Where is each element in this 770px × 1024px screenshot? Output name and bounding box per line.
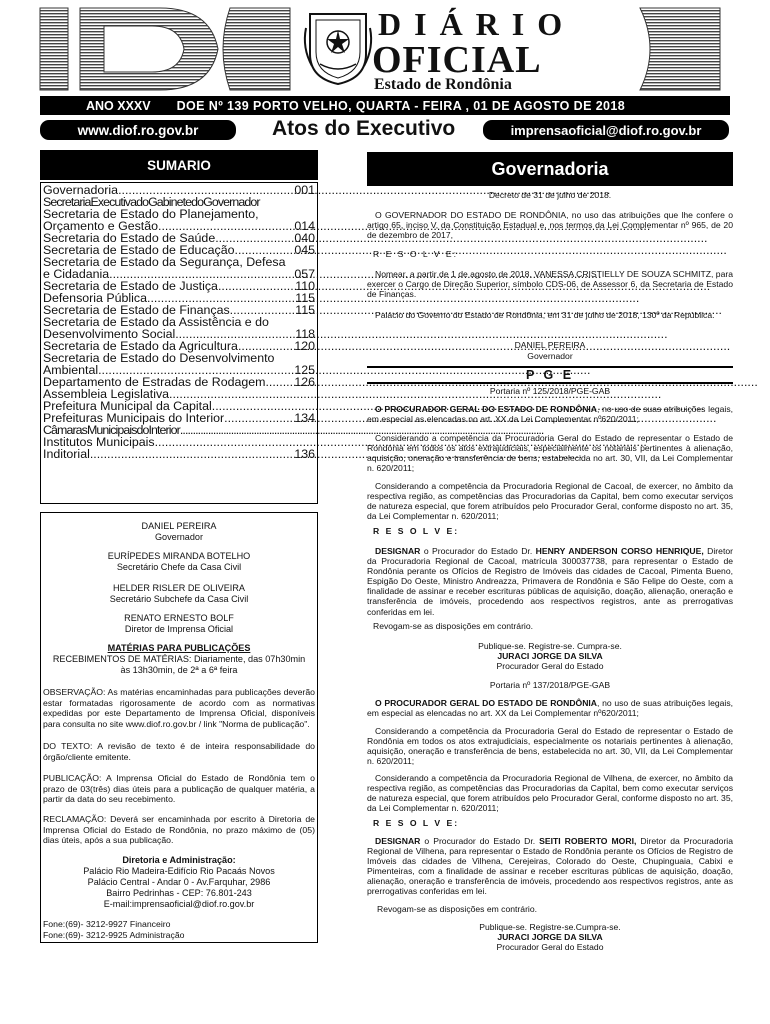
toc-page-number: 125: [294, 363, 315, 377]
section-bar: [40, 117, 730, 143]
toc-entry-label: Secretaria do Estado de Saúde: [43, 231, 216, 245]
toc-entry-label: Secretaria de Estado da Assistência e do: [43, 315, 269, 329]
portaria-125-resolve: R E S O L V E:: [373, 526, 460, 536]
toc-page-number: 110: [295, 279, 315, 293]
toc-entry-label: Secretaria de Estado de Finanças: [43, 303, 230, 317]
credit-name: RENATO ERNESTO BOLF: [124, 613, 234, 623]
portaria-137-considerando-2: Considerando a competência da Procuradoria Regional de Vilhena, de exercer, no âmbito da respectiva região, as competências das Procuradorias da Capital, bem como executar serviços de natureza especial, que forem atribuídos pelo Procurador Geral, conforme disposto no art. 35, da Lei Complementar n. 620/2011;: [367, 773, 733, 814]
publicacao-text: PUBLICAÇÃO: A Imprensa Oficial do Estado de Rondônia tem o prazo de 03(três) dias úteis para a publicação de qualquer matéria, a partir da data do seu recebimento.: [43, 773, 315, 805]
website-link[interactable]: www.diof.ro.gov.br: [40, 120, 236, 140]
toc-page-number: 014: [294, 219, 315, 233]
fone-financeiro: Fone:(69)- 3212-9927 Financeiro: [43, 919, 171, 929]
state-seal-icon: [302, 8, 374, 86]
designar-name: SEITI ROBERTO MORI,: [539, 836, 637, 846]
credit-role: Governador: [154, 532, 204, 542]
portaria-125-title: Portaria nº 125/2018/PGE-GAB: [489, 386, 611, 396]
credit-governador: [41, 521, 317, 543]
designar-label: DESIGNAR: [375, 546, 421, 556]
portaria-125-lead-bold: O PROCURADOR GERAL DO ESTADO DE RONDÔNIA: [375, 404, 598, 414]
recebimento-line-1: RECEBIMENTOS DE MATÉRIAS: Diariamente, das 07h30min: [52, 654, 306, 664]
portaria-125-lead: [367, 404, 733, 424]
designar-name: HENRY ANDERSON CORSO HENRIQUE,: [535, 546, 704, 556]
pge-header: P G E: [367, 366, 733, 384]
toc-entry-label: Desenvolvimento Social: [43, 327, 176, 341]
credit-role: Diretor de Imprensa Oficial: [124, 624, 234, 634]
designar-mid: o Procurador do Estado Dr.: [420, 546, 536, 556]
credit-name: DANIEL PEREIRA: [141, 521, 217, 531]
fone-administracao: Fone:(69)- 3212-9925 Administração: [43, 930, 185, 940]
toc-entry-label: Assembleia Legislativa: [43, 387, 170, 401]
toc-entry-label: Defensoria Pública: [43, 291, 148, 305]
portaria-125-revogam: Revogam-se as disposições em contrário.: [373, 621, 534, 631]
toc-entry-label: SecretariaExecutivadoGabinetedoGovernador: [43, 195, 260, 209]
toc-entry-label: Institutos Municipais: [43, 435, 155, 449]
toc-entry-label: Prefeituras Municipais do Interior: [43, 411, 225, 425]
toc-page-number: 040: [294, 231, 315, 245]
designar-rest: Diretor da Procuradoria Regional de Cacoal, matrícula 300037738, para representar o Estado de Rondônia perante os Ofícios de Registro de Imóveis das cidades de Cacoal, Pimenta Bueno, Espigão Do Oeste, Ministro Andreazza, Primavera de Rondônia e São Felipe do Oeste, com a finalidade de assinar e receber escrituras públicas de aquisição, doação, alienação, oneração e transferência de imóveis, procedendo aos respectivos registros, ante as prerrogativas conferidas em lei.: [367, 546, 733, 617]
toc-entry[interactable]: [43, 448, 315, 460]
credit-name: EURÍPEDES MIRANDA BOTELHO: [107, 551, 251, 561]
toc-page-number: 134: [294, 411, 315, 425]
masthead-estado: Estado de Rondônia: [374, 76, 512, 93]
reclamacao-text: RECLAMAÇÃO: Deverá ser encaminhada por escrito à Diretoria de Imprensa Oficial do Estado de Rondônia, no prazo máximo de (05) dias úteis, após a sua publicação.: [43, 814, 315, 846]
governadoria-paragraph-1: O GOVERNADOR DO ESTADO DE RONDÔNIA, no uso das atribuições que lhe confere o artigo 65, inciso V, da Constituição Estadual e, nos termos da Lei Complementar nº 965, de 20 de dezembro de 2017,: [367, 210, 733, 241]
credit-role: Secretário Subchefe da Casa Civil: [109, 594, 249, 604]
sumario-header: SUMARIO: [40, 150, 318, 180]
credit-casa-civil-subchefe: [41, 583, 317, 605]
masthead: [40, 4, 730, 96]
portaria-125-signature-role: Procurador Geral do Estado: [496, 661, 604, 671]
toc-entry-label: Governadoria: [43, 183, 119, 197]
recebimento-line-2: às 13h30min, de 2ª a 6ª feira: [120, 665, 238, 675]
portaria-125-signature-name: JURACI JORGE DA SILVA: [497, 651, 603, 661]
toc-entry-label: Secretaria de Estado da Segurança, Defesa: [43, 255, 286, 269]
do-texto-text: DO TEXTO: A revisão de texto é de inteira responsabilidade do órgão/cliente emitente.: [43, 741, 315, 762]
portaria-125-designar: [367, 546, 733, 617]
materias-section: [41, 643, 317, 676]
address-line: Palácio Rio Madeira-Edifício Rio Pacaás Novos: [83, 866, 275, 876]
toc-entry-label: Orçamento e Gestão: [43, 219, 159, 233]
masthead-oficial: OFICIAL: [372, 39, 542, 81]
portaria-137-revogam: Revogam-se as disposições em contrário.: [377, 904, 538, 914]
portaria-137-signature-name: JURACI JORGE DA SILVA: [497, 932, 603, 942]
portaria-137-lead-rest: , no uso de suas atribuições legais, em especial as elencadas no art. XX da Lei Complementar nº620/2011;: [367, 698, 733, 719]
toc-entry-label: Prefeitura Municipal da Capital: [43, 399, 212, 413]
portaria-137-resolve: R E S O L V E:: [373, 818, 460, 828]
toc-entry-label: Secretaria de Estado do Planejamento,: [43, 207, 259, 221]
designar-rest: Diretor da Procuradoria Regional de Vilhena, para representar o Estado de Rondônia perante os Ofícios de Registro de Imóveis das cidades de Vilhena, Cerejeiras, Colorado do Oeste, Chupinguaia, Cabixi e Pimenteiras, com a finalidade de assinar e receber escrituras públicas de aquisição, doação, alienação, oneração e transferência de imóveis, procedendo aos respectivos registros, ante as prerrogativas conferidas em lei.: [367, 836, 733, 897]
governadoria-header: Governadoria: [367, 152, 733, 186]
toc-entry-label: Secretaria de Estado do Desenvolvimento: [43, 351, 275, 365]
toc-entry-label: Departamento de Estradas de Rodagem: [43, 375, 266, 389]
governadoria-resolve: R E S O L V E:: [373, 249, 458, 259]
toc-entry-label: Inditorial: [43, 447, 90, 461]
email-link[interactable]: imprensaoficial@diof.ro.gov.br: [483, 120, 729, 140]
governadoria-paragraph-2: Nomear, a partir de 1 de agosto de 2018, VANESSA CRISTIELLY DE SOUZA SCHMITZ, para exercer o Cargo de Direção Superior, símbolo CDS-06, de Assessor 6, da Secretaria de Estado de Finanças.: [367, 269, 733, 300]
address-line: Bairro Pedrinhas - CEP: 76.801-243: [106, 888, 252, 898]
issue-info: DOE Nº 139 PORTO VELHO, QUARTA - FEIRA , 01 DE AGOSTO DE 2018: [176, 98, 626, 113]
decreto-title: Decreto de 31 de julho de 2018.: [488, 190, 612, 200]
toc-page-number: 136: [294, 447, 315, 461]
address-line: E-mail:imprensaoficial@diof.ro.gov.br: [103, 899, 255, 909]
portaria-137-publique: Publique-se. Registre-se.Cumpra-se.: [479, 922, 621, 932]
governadoria-signature-name: DANIEL PEREIRA: [514, 340, 586, 350]
portaria-137-lead-bold: O PROCURADOR GERAL DO ESTADO DE RONDÔNIA: [375, 698, 598, 708]
toc-entry-label: CâmarasMunicipaisdoInterior: [43, 423, 180, 437]
portaria-125-publique: Publique-se. Registre-se. Cumpra-se.: [478, 641, 622, 651]
section-title: Atos do Executivo: [272, 117, 456, 140]
portaria-125-lead-rest: , no uso de suas atribuições legais, em especial as elencadas no art. XX da Lei Complementar nº620/2011;: [367, 404, 733, 425]
credit-role: Secretário Chefe da Casa Civil: [116, 562, 242, 572]
portaria-137-designar: [367, 836, 733, 897]
observacao-text: OBSERVAÇÃO: As matérias encaminhadas para publicações deverão estar formatadas rigorosamente de acordo com as normativas expedidas por este Departamento de Imprensa Oficial, disponíveis para consulta no site www.diof.ro.gov.br / link "Norma de publicação".: [43, 687, 315, 729]
governadoria-paragraph-3: Palácio do Governo do Estado de Rondônia, em 31 de julho de 2018, 130º da República.: [375, 310, 715, 320]
toc-entry-label: Secretaria de Estado da Agricultura: [43, 339, 238, 353]
issue-bar: [40, 96, 730, 115]
address-line: Palácio Central - Andar 0 - Av.Farquhar, 2986: [87, 877, 271, 887]
toc-entry-label: Secretaria de Estado de Justiça: [43, 279, 218, 293]
portaria-125-considerando-2: Considerando a competência da Procuradoria Regional de Cacoal, de exercer, no âmbito da respectiva região, as competências das Procuradorias da Capital, bem como executar serviços de natureza especial, que forem atribuídos pelo Procurador Geral, conforme disposto no art. 35, da Lei Complementar n. 620/2011;: [367, 481, 733, 522]
portaria-137-lead: [367, 698, 733, 718]
toc-entry-label: Ambiental: [43, 363, 99, 377]
toc-page-number: 045: [294, 243, 315, 257]
credit-name: HELDER RISLER DE OLIVEIRA: [113, 583, 245, 593]
issue-year: ANO XXXV: [86, 98, 151, 113]
toc-page-number: 115: [295, 291, 315, 305]
toc-page-number: 001: [294, 183, 315, 197]
toc-page-number: 115: [295, 303, 315, 317]
masthead-diario: DIÁRIO: [378, 6, 576, 42]
governadoria-signature-role: Governador: [527, 351, 573, 361]
toc-page-number: 057: [294, 267, 315, 281]
toc-entry-label: Secretaria de Estado de Educação: [43, 243, 235, 257]
materias-title: MATÉRIAS PARA PUBLICAÇÕES: [107, 643, 251, 653]
toc-page-number: 126: [294, 375, 315, 389]
designar-mid: o Procurador do Estado Dr.: [420, 836, 540, 846]
portaria-125-considerando-1: Considerando a competência da Procuradoria Geral do Estado de representar o Estado de Rondônia em todos os atos extrajudiciais, especialmente os notariais pertinentes à alienação, aquisição, oneração e transferência de bens, estabelecida no art. 30, VII, da Lei Complementar n. 620/2011;: [367, 433, 733, 474]
toc-entry-label: e Cidadania: [43, 267, 110, 281]
direcao-section: [41, 855, 317, 910]
credit-casa-civil-chefe: [41, 551, 317, 573]
direcao-title: Diretoria e Administração:: [122, 855, 236, 865]
portaria-137-considerando-1: Considerando a competência da Procuradoria Geral do Estado de representar o Estado de Rondônia em todos os atos extrajudiciais, especialmente os notariais pertinentes à alienação, aquisição, oneração e transferência de bens, estabelecida no art. 30, VII, da Lei Complementar n. 620/2011;: [367, 726, 733, 767]
portaria-137-signature-role: Procurador Geral do Estado: [496, 942, 604, 952]
designar-label: DESIGNAR: [375, 836, 421, 846]
sumario-table-of-contents: [40, 182, 318, 504]
credits-box: [40, 512, 318, 943]
portaria-137-title: Portaria nº 137/2018/PGE-GAB: [489, 680, 611, 690]
toc-page-number: 118: [295, 327, 315, 341]
toc-leader-dots: [90, 448, 292, 460]
toc-page-number: 120: [294, 339, 315, 353]
credit-imprensa-oficial: [41, 613, 317, 635]
